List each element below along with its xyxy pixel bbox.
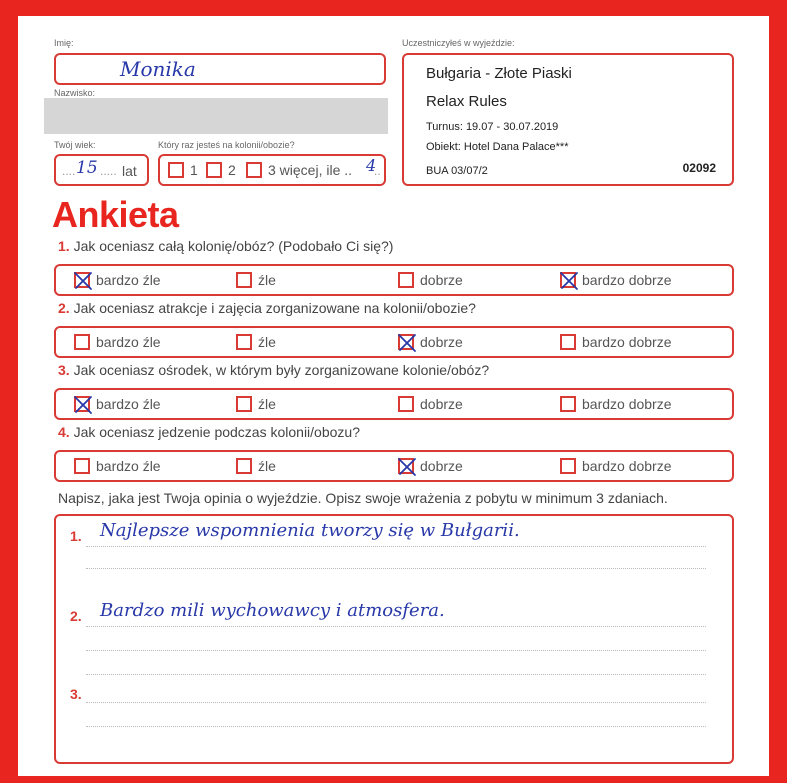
opinion-line-2a: [86, 626, 706, 627]
answer-option[interactable]: [398, 458, 463, 474]
age-dots-right: .....: [100, 164, 117, 178]
answer-checkbox[interactable]: [560, 396, 576, 412]
answer-checkbox[interactable]: [398, 272, 414, 288]
times-dots: ..: [374, 164, 381, 178]
trip-destination: Bułgaria - Złote Piaski: [426, 65, 572, 82]
trip-code: BUA 03/07/2: [426, 165, 488, 177]
age-value: 15: [76, 158, 98, 178]
question-4: [58, 424, 360, 440]
times-checkbox-1[interactable]: [168, 162, 184, 178]
answer-label: źle: [258, 272, 276, 288]
answer-row-1: [54, 264, 734, 296]
question-2: [58, 300, 476, 316]
answer-label: dobrze: [420, 334, 463, 350]
opinion-line-1a: [86, 546, 706, 547]
answer-option[interactable]: [236, 458, 276, 474]
survey-title: Ankieta: [52, 194, 179, 235]
opinion-line-2c: [86, 674, 706, 675]
answer-label: źle: [258, 334, 276, 350]
answer-row-3: [54, 388, 734, 420]
answer-option[interactable]: [560, 458, 672, 474]
answer-option[interactable]: [236, 334, 276, 350]
opinion-num-2: 2.: [70, 608, 82, 624]
question-number: 1.: [58, 238, 70, 254]
answer-label: bardzo dobrze: [582, 334, 672, 350]
age-unit: lat: [122, 163, 137, 179]
times-option-1[interactable]: 1: [168, 162, 198, 178]
times-option-2[interactable]: 2: [206, 162, 236, 178]
answer-label: źle: [258, 458, 276, 474]
answer-option[interactable]: [398, 396, 463, 412]
answer-checkbox[interactable]: [398, 334, 414, 350]
answer-option[interactable]: [74, 396, 161, 412]
answer-checkbox[interactable]: [236, 334, 252, 350]
answer-option[interactable]: [236, 396, 276, 412]
answer-checkbox[interactable]: [236, 396, 252, 412]
name-field[interactable]: [54, 53, 386, 85]
answer-label: źle: [258, 396, 276, 412]
answer-checkbox[interactable]: [398, 458, 414, 474]
answer-label: bardzo źle: [96, 272, 161, 288]
question-number: 4.: [58, 424, 70, 440]
opinion-prompt: Napisz, jaka jest Twoja opinia o wyjeździe. Opisz swoje wrażenia z pobytu w minimum 3 zdaniach.: [58, 490, 668, 506]
answer-label: dobrze: [420, 272, 463, 288]
age-label: Twój wiek:: [54, 140, 96, 150]
answer-checkbox[interactable]: [398, 396, 414, 412]
opinion-line-3a: [86, 702, 706, 703]
question-text: Jak oceniasz atrakcje i zajęcia zorganizowane na kolonii/obozie?: [73, 300, 476, 316]
answer-label: bardzo źle: [96, 396, 161, 412]
trip-number: 02092: [682, 161, 716, 175]
opinion-line-2b: [86, 650, 706, 651]
which-time-field: [158, 154, 386, 186]
trip-label: Uczestniczyłeś w wyjeździe:: [402, 38, 515, 48]
trip-program: Relax Rules: [426, 93, 507, 110]
answer-checkbox[interactable]: [560, 458, 576, 474]
opinion-text-1: Najlepsze wspomnienia tworzy się w Bułgarii.: [100, 520, 520, 541]
answer-checkbox[interactable]: [74, 396, 90, 412]
answer-option[interactable]: [398, 334, 463, 350]
question-text: Jak oceniasz całą kolonię/obóz? (Podobało Ci się?): [73, 238, 394, 254]
answer-label: bardzo źle: [96, 458, 161, 474]
answer-label: bardzo dobrze: [582, 272, 672, 288]
answer-checkbox[interactable]: [236, 458, 252, 474]
opinion-num-1: 1.: [70, 528, 82, 544]
name-label: Imię:: [54, 38, 74, 48]
age-dots-left: ....: [62, 164, 76, 178]
question-1: [58, 238, 393, 254]
opinion-text-2: Bardzo mili wychowawcy i atmosfera.: [100, 600, 445, 621]
trip-turnus: Turnus: 19.07 - 30.07.2019: [426, 121, 559, 133]
question-text: Jak oceniasz ośrodek, w którym były zorganizowane kolonie/obóz?: [73, 362, 490, 378]
answer-checkbox[interactable]: [236, 272, 252, 288]
name-value: Monika: [120, 57, 196, 81]
question-number: 2.: [58, 300, 70, 316]
answer-label: bardzo źle: [96, 334, 161, 350]
which-time-label: Który raz jesteś na kolonii/obozie?: [158, 140, 295, 150]
survey-sheet: [18, 16, 769, 776]
trip-info-box: [402, 53, 734, 186]
answer-checkbox[interactable]: [74, 458, 90, 474]
opinion-num-3: 3.: [70, 686, 82, 702]
answer-label: bardzo dobrze: [582, 458, 672, 474]
answer-option[interactable]: [74, 334, 161, 350]
opinion-line-3b: [86, 726, 706, 727]
answer-checkbox[interactable]: [74, 272, 90, 288]
answer-label: dobrze: [420, 396, 463, 412]
question-text: Jak oceniasz jedzenie podczas kolonii/obozu?: [73, 424, 360, 440]
answer-option[interactable]: [560, 272, 672, 288]
opinion-box[interactable]: [54, 514, 734, 764]
age-field[interactable]: [54, 154, 149, 186]
answer-option[interactable]: [560, 396, 672, 412]
question-number: 3.: [58, 362, 70, 378]
times-checkbox-3[interactable]: [246, 162, 262, 178]
answer-option[interactable]: [74, 272, 161, 288]
opinion-line-1b: [86, 568, 706, 569]
times-option-3[interactable]: 3 więcej, ile ..: [246, 162, 352, 178]
answer-checkbox[interactable]: [74, 334, 90, 350]
answer-option[interactable]: [398, 272, 463, 288]
answer-row-2: [54, 326, 734, 358]
times-checkbox-2[interactable]: [206, 162, 222, 178]
trip-object: Obiekt: Hotel Dana Palace***: [426, 141, 569, 153]
answer-row-4: [54, 450, 734, 482]
question-3: [58, 362, 489, 378]
answer-option[interactable]: [74, 458, 161, 474]
answer-checkbox[interactable]: [560, 334, 576, 350]
times-value: 4: [366, 156, 377, 175]
redaction-block: [44, 98, 388, 134]
answer-checkbox[interactable]: [560, 272, 576, 288]
answer-option[interactable]: [236, 272, 276, 288]
answer-label: bardzo dobrze: [582, 396, 672, 412]
surname-label: Nazwisko:: [54, 88, 96, 98]
answer-option[interactable]: [560, 334, 672, 350]
answer-label: dobrze: [420, 458, 463, 474]
